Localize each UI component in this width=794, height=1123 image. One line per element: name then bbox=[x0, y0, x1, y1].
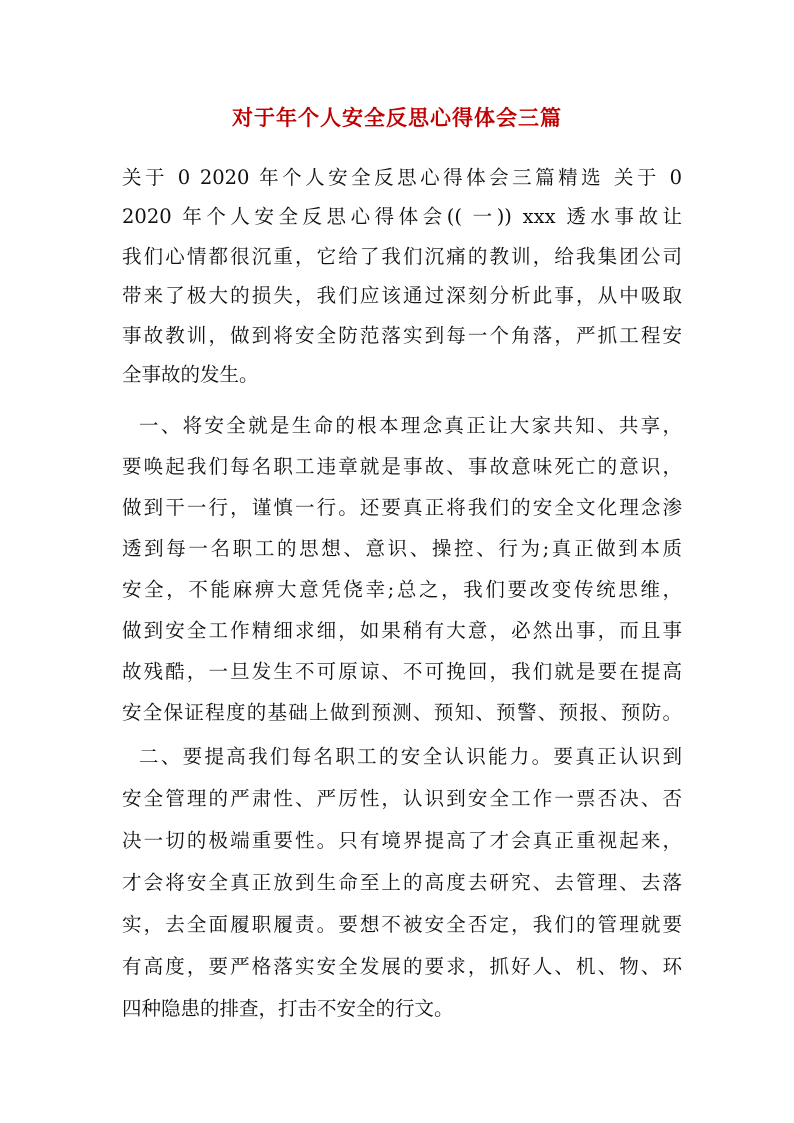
body-line: 四种隐患的排查，打击不安全的行文。 bbox=[122, 997, 454, 1020]
body-line: 故残酷，一旦发生不可原谅、不可挽回，我们就是要在提高 bbox=[122, 660, 682, 683]
body-line: 安全管理的严肃性、严厉性，认识到安全工作一票否决、否 bbox=[122, 787, 682, 810]
body-line: 才会将安全真正放到生命至上的高度去研究、去管理、去落 bbox=[122, 871, 682, 894]
body-line: 透到每一名职工的思想、意识、操控、行为;真正做到本质 bbox=[122, 537, 682, 560]
body-line: 做到干一行，谨慎一行。还要真正将我们的安全文化理念渗 bbox=[122, 496, 682, 519]
body-line: 关于 0 2020 年个人安全反思心得体会三篇精选 关于 0 bbox=[122, 166, 682, 189]
body-line: 安全，不能麻痹大意凭侥幸;总之，我们要改变传统思维， bbox=[122, 578, 682, 601]
body-line: 做到安全工作精细求细，如果稍有大意，必然出事，而且事 bbox=[122, 619, 682, 642]
body-line: 全事故的发生。 bbox=[122, 363, 259, 386]
document-title: 对于年个人安全反思心得体会三篇 bbox=[232, 105, 562, 130]
body-line: 有高度，要严格落实安全发展的要求，抓好人、机、物、环 bbox=[122, 955, 682, 978]
body-line: 2020 年个人安全反思心得体会(( 一)) xxx 透水事故让 bbox=[122, 205, 682, 228]
body-line: 二、要提高我们每名职工的安全认识能力。要真正认识到 bbox=[122, 745, 682, 768]
body-line: 决一切的极端重要性。只有境界提高了才会真正重视起来， bbox=[122, 829, 682, 852]
body-line: 一、将安全就是生命的根本理念真正让大家共知、共享， bbox=[122, 414, 682, 437]
body-line: 实，去全面履职履责。要想不被安全否定，我们的管理就要 bbox=[122, 913, 682, 936]
body-line: 事故教训，做到将安全防范落实到每一个角落，严抓工程安 bbox=[122, 324, 682, 347]
body-line: 安全保证程度的基础上做到预测、预知、预警、预报、预防。 bbox=[122, 701, 682, 724]
body-line: 要唤起我们每名职工违章就是事故、事故意味死亡的意识， bbox=[122, 455, 682, 478]
body-line: 带来了极大的损失，我们应该通过深刻分析此事，从中吸取 bbox=[122, 284, 682, 307]
body-line: 我们心情都很沉重，它给了我们沉痛的教训，给我集团公司 bbox=[122, 245, 682, 268]
